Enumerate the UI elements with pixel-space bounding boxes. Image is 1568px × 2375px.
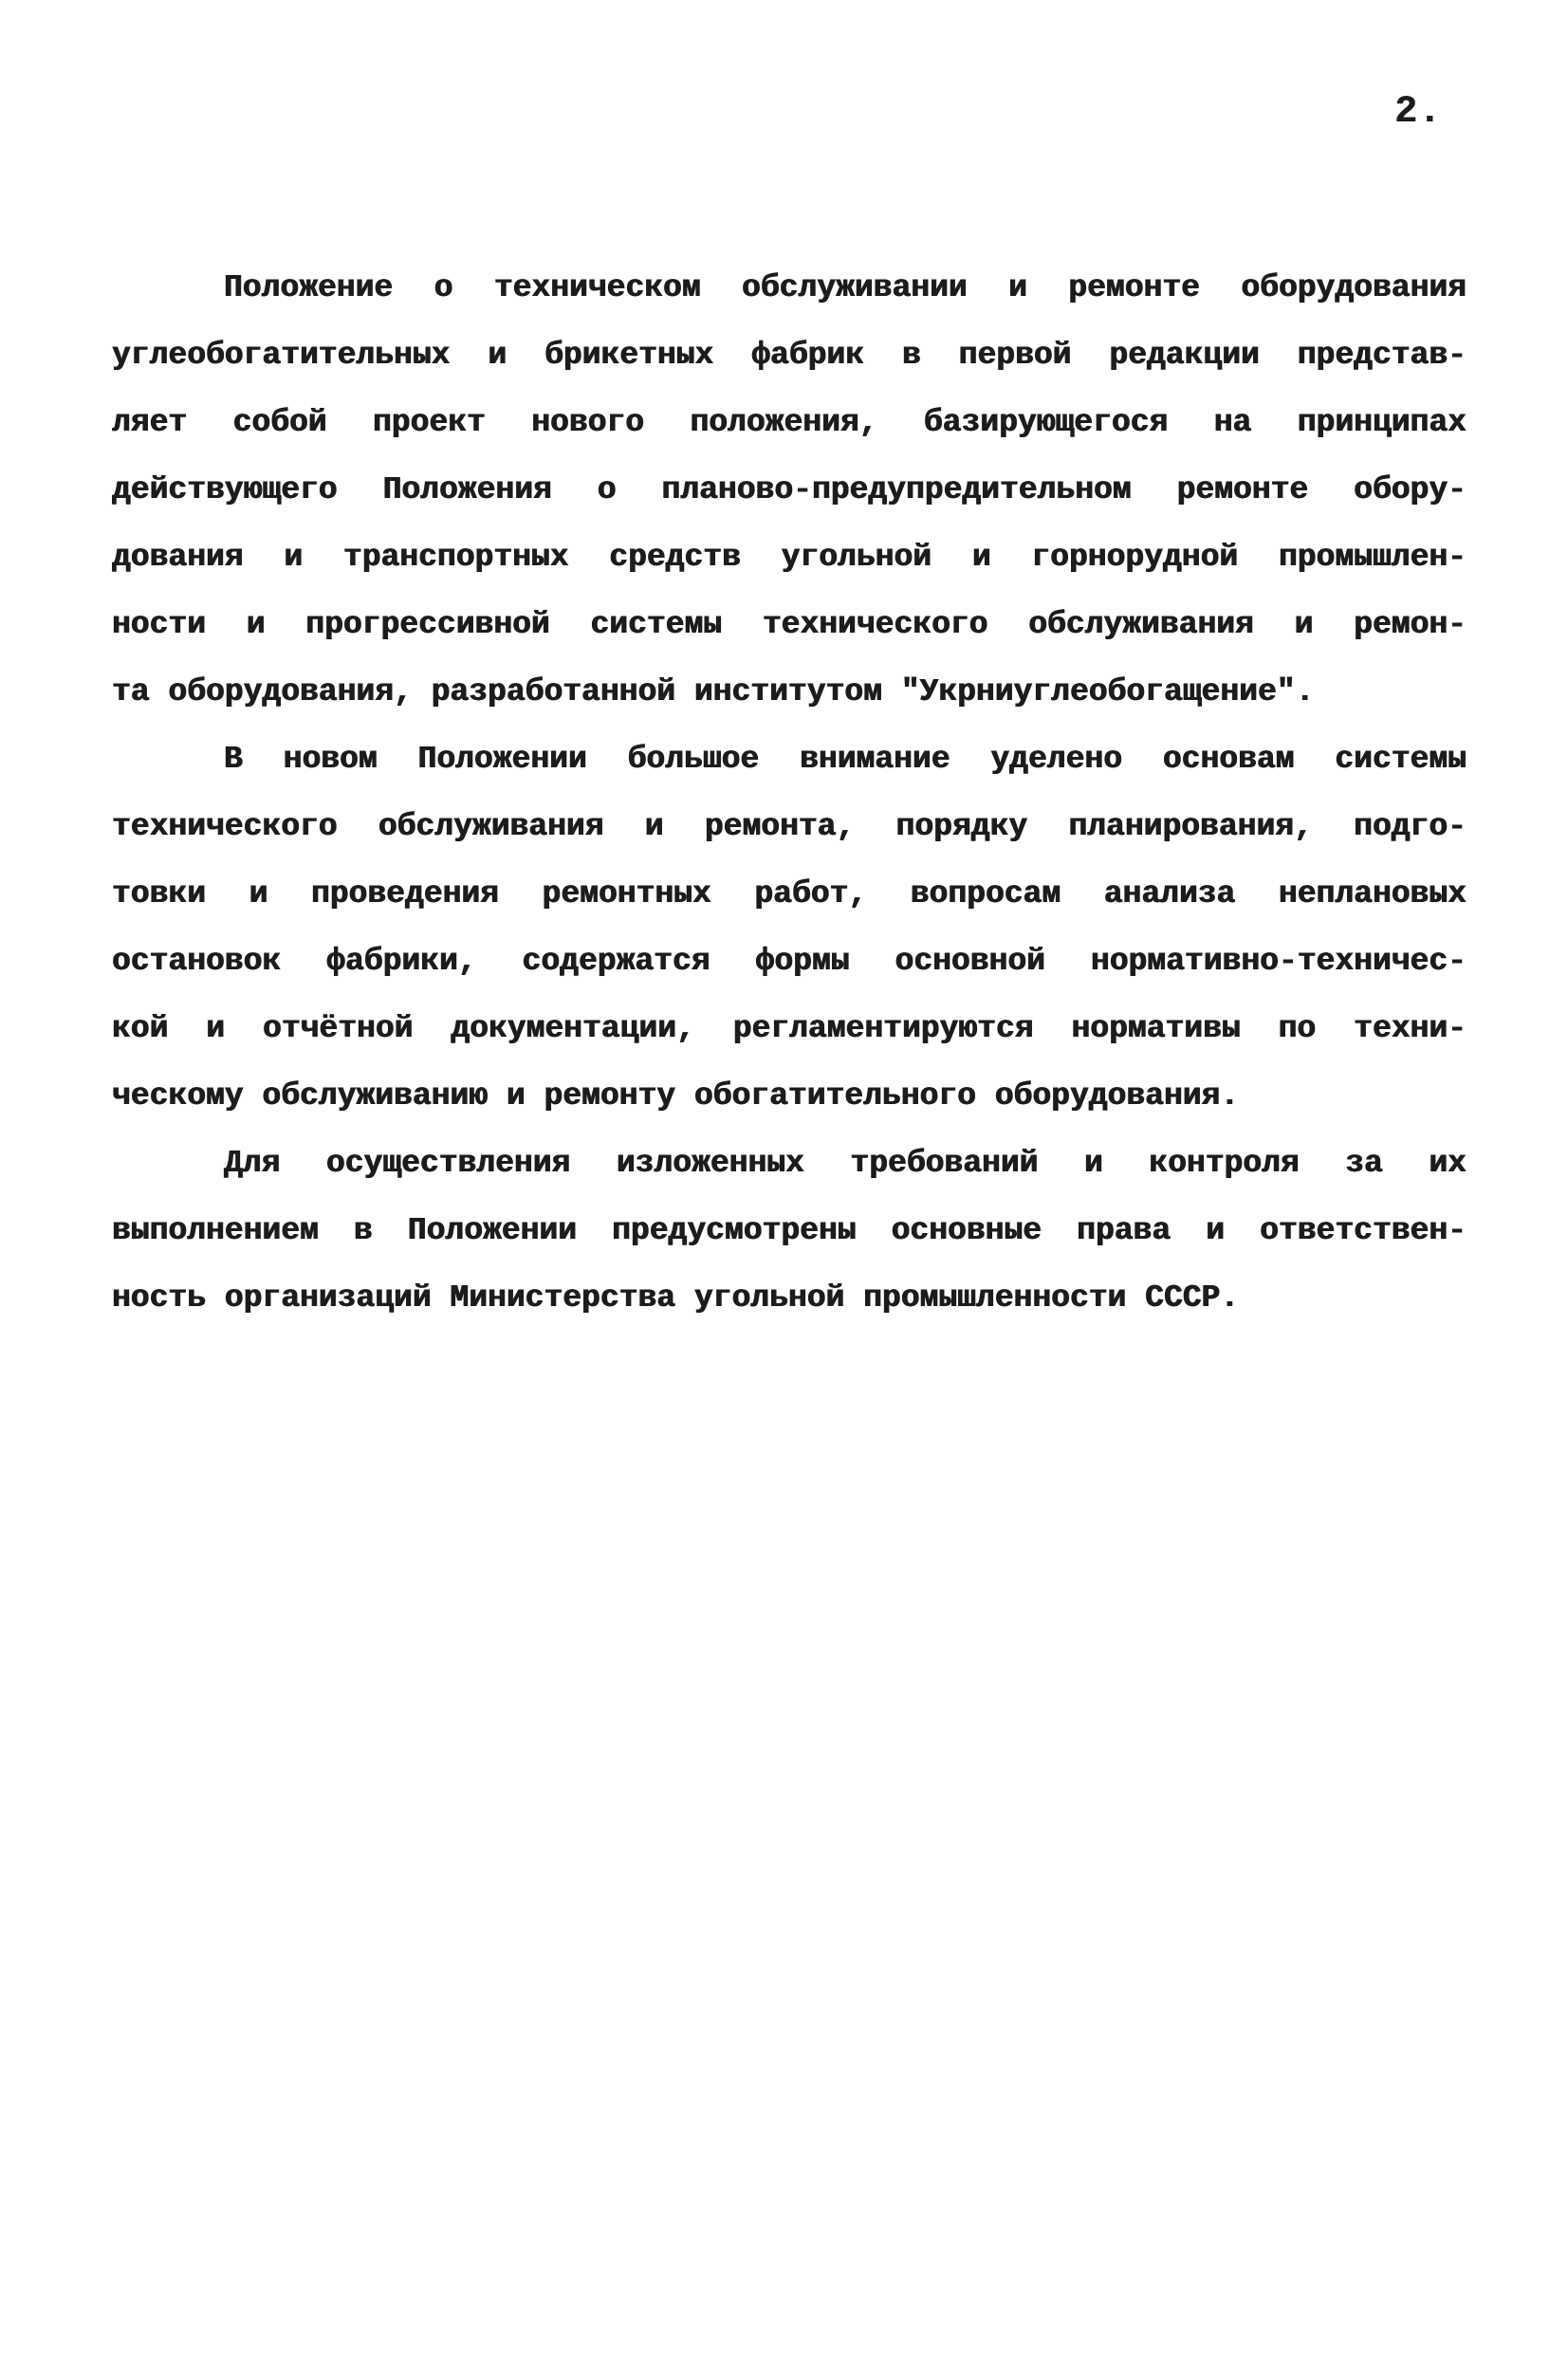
text-line: Для осуществления изложенных требований и контроля за их <box>224 1146 1467 1181</box>
paragraph-3 <box>112 1130 1467 1332</box>
text-line: выполнением в Положении предусмотрены основные права и ответствен- <box>112 1213 1467 1248</box>
paragraph-2 <box>112 726 1467 1130</box>
paragraph-1 <box>112 254 1467 726</box>
text-line: ляет собой проект нового положения, базирующегося на принципах <box>112 405 1467 440</box>
text-line: остановок фабрики, содержатся формы основной нормативно-техничес- <box>112 944 1467 979</box>
text-line: ности и прогрессивной системы технического обслуживания и ремон- <box>112 607 1467 642</box>
text-line: та оборудования, разработанной институтом "Укрниуглеобогащение". <box>112 674 1315 709</box>
text-line: ность организаций Министерства угольной промышленности СССР. <box>112 1280 1240 1316</box>
page-number: 2. <box>1394 91 1443 134</box>
text-line: дования и транспортных средств угольной и горнорудной промышлен- <box>112 540 1467 575</box>
text-line: ческому обслуживанию и ремонту обогатительного оборудования. <box>112 1078 1240 1114</box>
text-line: действующего Положения о планово-предупредительном ремонте обору- <box>112 472 1467 507</box>
text-line: углеобогатительных и брикетных фабрик в первой редакции представ- <box>112 338 1467 373</box>
text-line: кой и отчётной документации, регламентируются нормативы по техни- <box>112 1011 1467 1046</box>
document-body <box>112 254 1467 1332</box>
text-line: В новом Положении большое внимание уделено основам системы <box>224 742 1467 777</box>
text-line: товки и проведения ремонтных работ, вопросам анализа неплановых <box>112 876 1467 911</box>
text-line: Положение о техническом обслуживании и ремонте оборудования <box>224 270 1467 305</box>
text-line: технического обслуживания и ремонта, порядку планирования, подго- <box>112 809 1467 844</box>
